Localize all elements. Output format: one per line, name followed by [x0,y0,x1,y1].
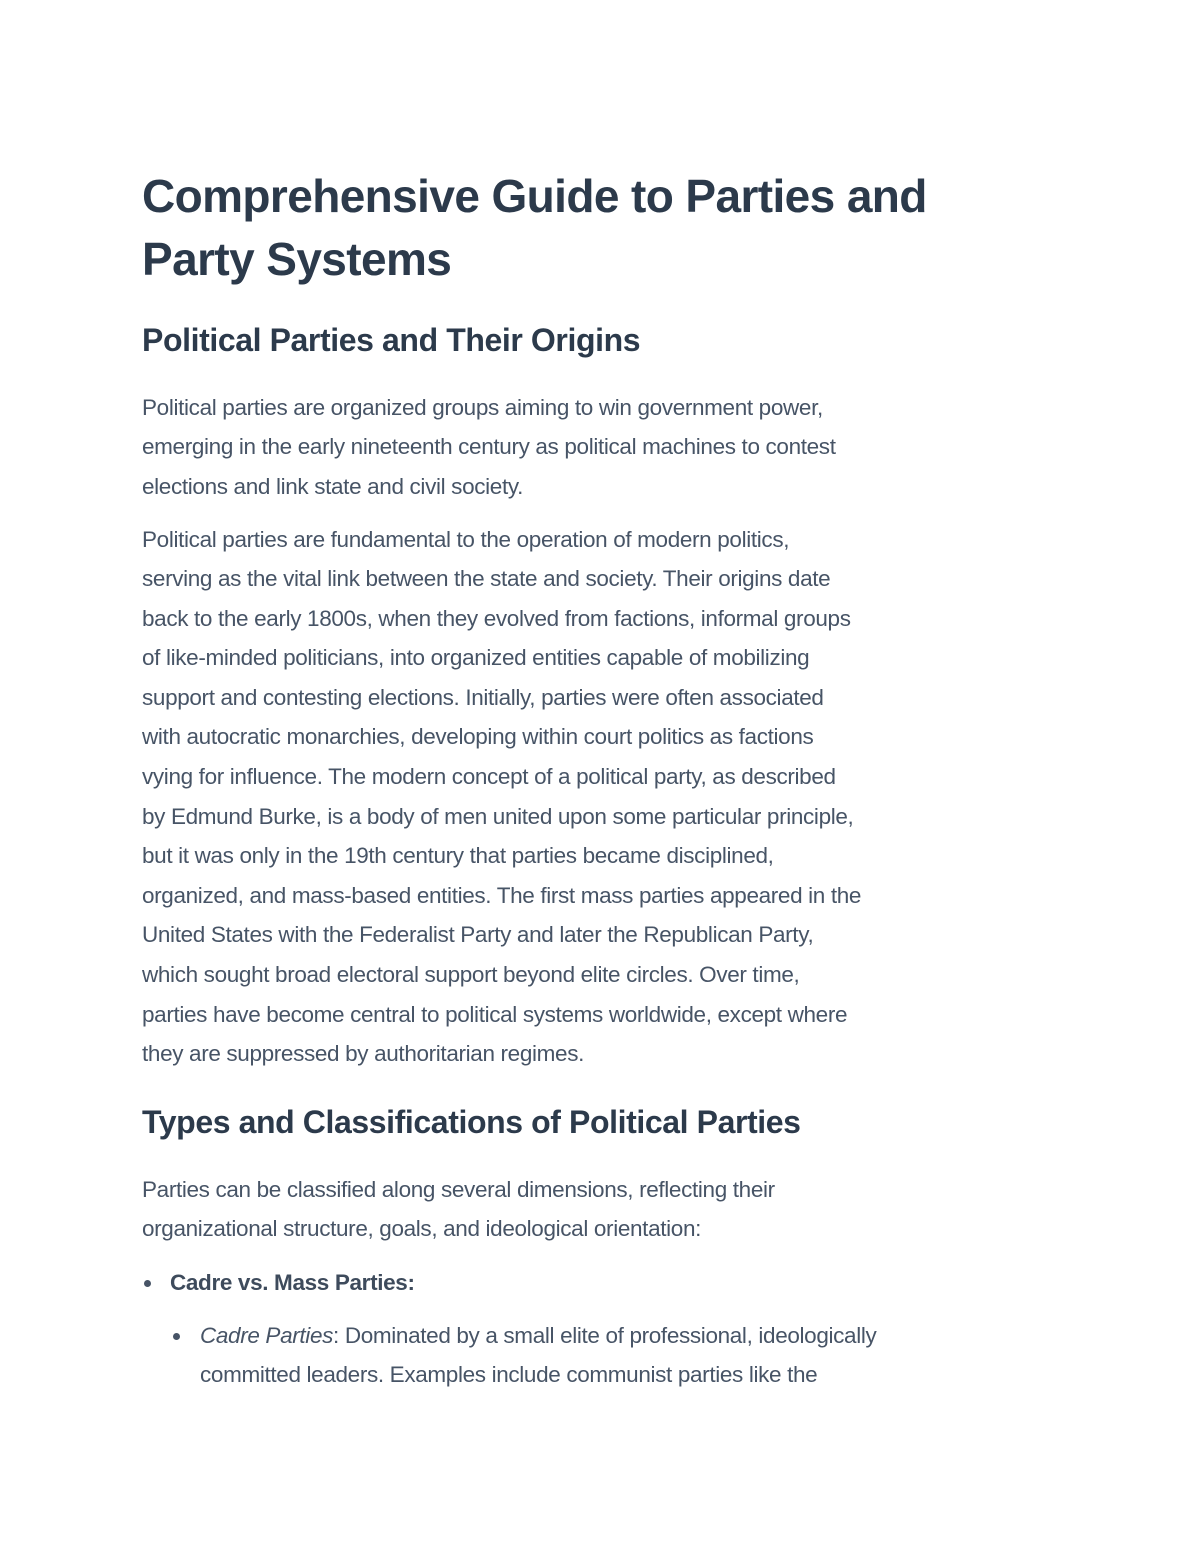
text-line: parties have become central to political systems worldwide, except where [142,1002,848,1027]
list-item-label: Cadre vs. Mass Parties: [170,1270,415,1295]
text-line: Parties can be classified along several dimensions, reflecting their [142,1177,775,1202]
definition-text: Dominated by a small elite of professional, ideologically [338,1323,877,1348]
text-line: Political parties are organized groups aiming to win government power, [142,395,823,420]
section-heading-origins: Political Parties and Their Origins [142,322,641,358]
text-line: emerging in the early nineteenth century as political machines to contest [142,434,836,459]
term-cadre-parties: Cadre Parties [200,1323,334,1348]
text-line: by Edmund Burke, is a body of men united upon some particular principle, [142,804,854,829]
text-line: which sought broad electoral support beyond elite circles. Over time, [142,962,800,987]
text-line: serving as the vital link between the state and society. Their origins date [142,566,831,591]
text-line: organized, and mass-based entities. The first mass parties appeared in the [142,883,862,908]
text-line: with autocratic monarchies, developing within court politics as factions [142,724,814,749]
text-line: United States with the Federalist Party and later the Republican Party, [142,922,814,947]
bullet-icon [144,1280,151,1287]
text-line: of like-minded politicians, into organized entities capable of mobilizing [142,645,810,670]
text-line: elections and link state and civil society. [142,474,523,499]
page-title-line-2: Party Systems [142,233,452,285]
bullet-icon [173,1333,180,1340]
section-heading-types: Types and Classifications of Political Parties [142,1104,801,1140]
page-title-line-1: Comprehensive Guide to Parties and [142,170,927,222]
term-separator: : [333,1323,339,1348]
text-line: Political parties are fundamental to the operation of modern politics, [142,527,790,552]
text-line [200,1325,876,1348]
text-line: back to the early 1800s, when they evolved from factions, informal groups [142,606,851,631]
text-line: they are suppressed by authoritarian regimes. [142,1041,584,1066]
text-line: committed leaders. Examples include communist parties like the [200,1362,818,1387]
text-line: organizational structure, goals, and ideological orientation: [142,1216,702,1241]
text-line: vying for influence. The modern concept of a political party, as described [142,764,836,789]
text-line: but it was only in the 19th century that parties became disciplined, [142,843,774,868]
text-line: support and contesting elections. Initially, parties were often associated [142,685,824,710]
